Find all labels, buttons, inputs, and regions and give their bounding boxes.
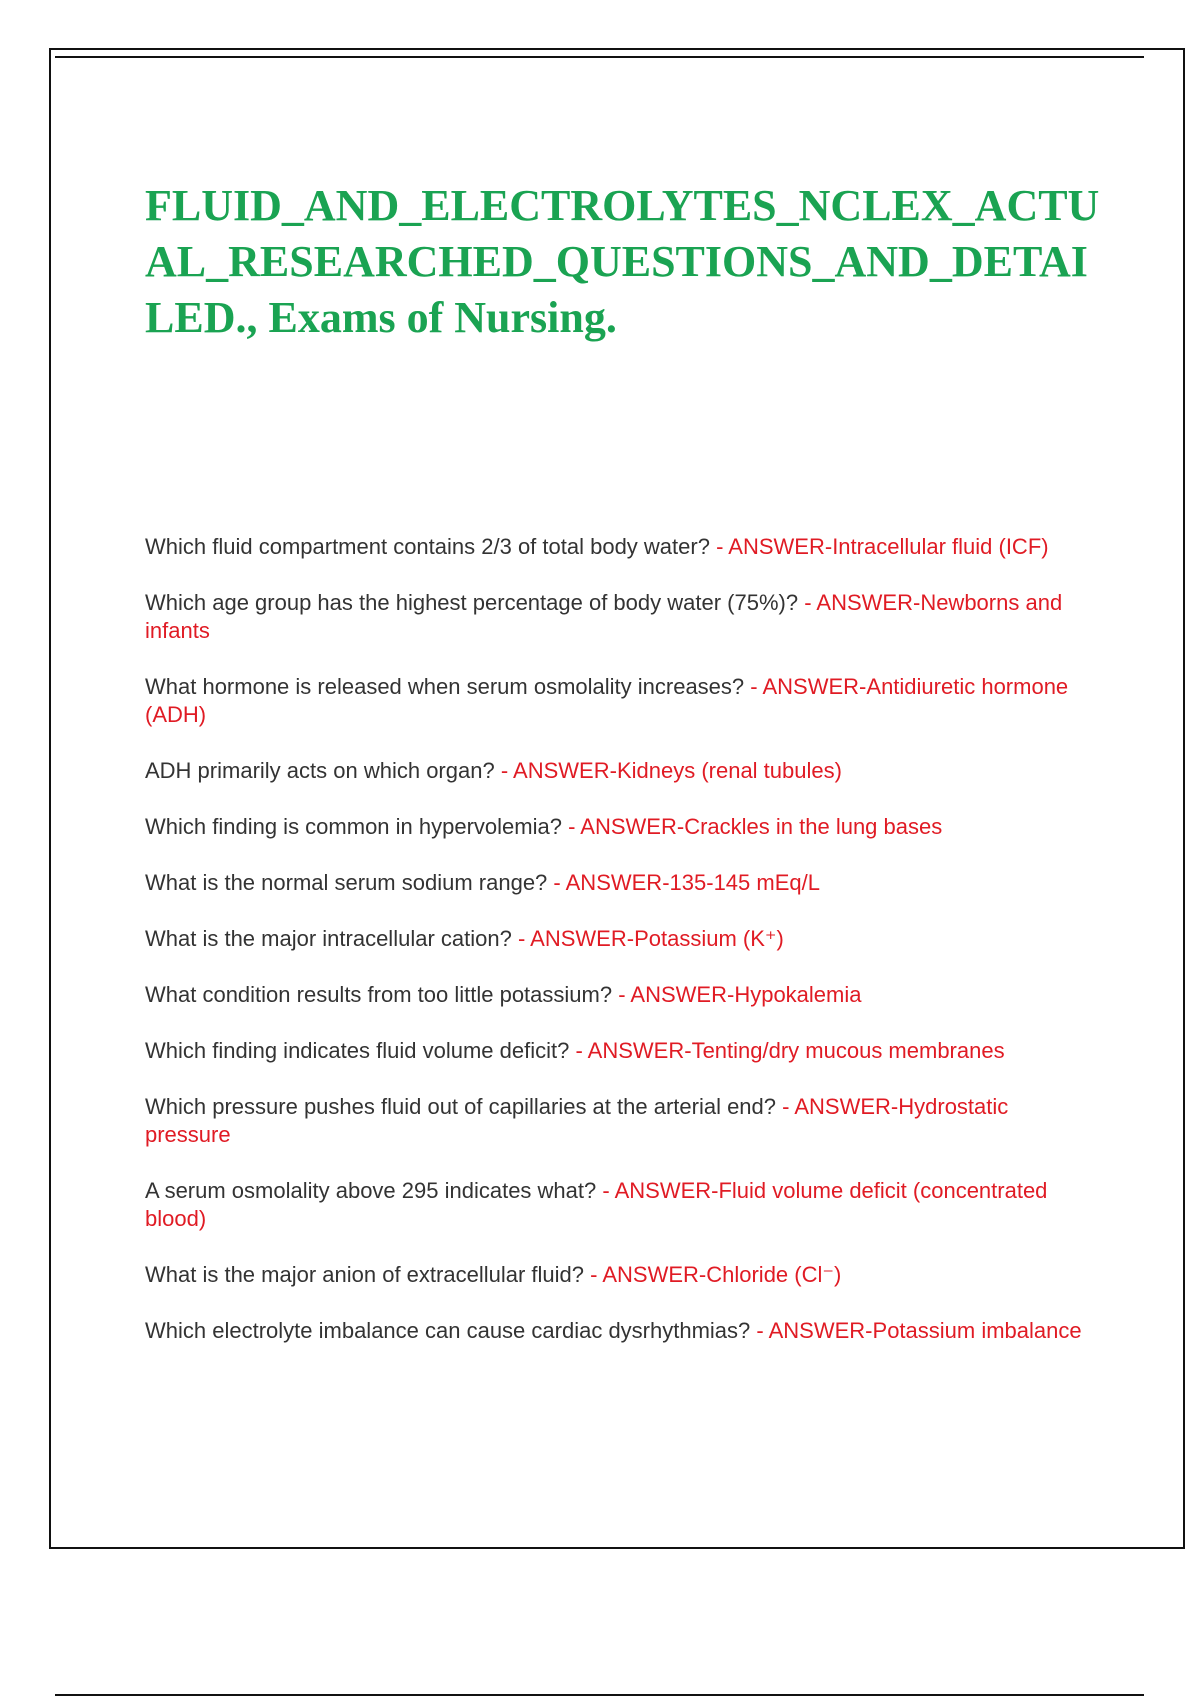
question-text: What hormone is released when serum osmolality increases? bbox=[145, 674, 745, 699]
qa-item-7 bbox=[145, 925, 1090, 953]
question-text: What is the major anion of extracellular fluid? bbox=[145, 1262, 584, 1287]
qa-item-8 bbox=[145, 981, 1090, 1009]
answer-text: Hydrostatic pressure bbox=[145, 1094, 1009, 1147]
qa-item-5 bbox=[145, 813, 1090, 841]
answer-prefix: - ANSWER- bbox=[511, 926, 635, 951]
qa-item-12 bbox=[145, 1261, 1090, 1289]
answer-text: Newborns and infants bbox=[145, 590, 1063, 643]
question-text: What is the normal serum sodium range? bbox=[145, 870, 548, 895]
answer-text: Antidiuretic hormone (ADH) bbox=[145, 674, 1069, 727]
question-text: Which age group has the highest percentage of body water (75%)? bbox=[145, 590, 799, 615]
answer-text: Tenting/dry mucous membranes bbox=[691, 1038, 1005, 1063]
answer-prefix: - ANSWER- bbox=[612, 982, 735, 1007]
qa-item-10 bbox=[145, 1093, 1090, 1149]
answer-text: Crackles in the lung bases bbox=[684, 814, 943, 839]
question-text: Which finding indicates fluid volume deficit? bbox=[145, 1038, 570, 1063]
answer-prefix: - ANSWER- bbox=[750, 1318, 873, 1343]
question-text: Which finding is common in hypervolemia? bbox=[145, 814, 562, 839]
answer-prefix: - ANSWER- bbox=[798, 590, 921, 615]
question-text: A serum osmolality above 295 indicates what? bbox=[145, 1178, 597, 1203]
answer-text: Fluid volume deficit (concentrated blood) bbox=[145, 1178, 1048, 1231]
answer-text: Intracellular fluid (ICF) bbox=[832, 534, 1049, 559]
qa-item-6 bbox=[145, 869, 1090, 897]
qa-item-2 bbox=[145, 589, 1090, 645]
answer-prefix: - ANSWER- bbox=[584, 1262, 707, 1287]
qa-item-3 bbox=[145, 673, 1090, 729]
qa-item-9 bbox=[145, 1037, 1090, 1065]
qa-item-1 bbox=[145, 533, 1090, 561]
question-text: Which fluid compartment contains 2/3 of total body water? bbox=[145, 534, 710, 559]
answer-prefix: - ANSWER- bbox=[596, 1178, 719, 1203]
question-text: ADH primarily acts on which organ? bbox=[145, 758, 495, 783]
answer-prefix: - ANSWER- bbox=[776, 1094, 899, 1119]
answer-prefix: - ANSWER- bbox=[547, 870, 670, 895]
qa-item-13 bbox=[145, 1317, 1090, 1345]
answer-prefix: - ANSWER- bbox=[561, 814, 685, 839]
answer-text: 135-145 mEq/L bbox=[669, 870, 820, 895]
document-title: FLUID_AND_ELECTROLYTES_NCLEX_ACTUAL_RESEARCHED_QUESTIONS_AND_DETAILED., Exams of Nursing. bbox=[145, 181, 1100, 342]
qa-list bbox=[145, 533, 1090, 1373]
qa-item-11 bbox=[145, 1177, 1090, 1233]
answer-prefix: - ANSWER- bbox=[744, 674, 867, 699]
answer-prefix: - ANSWER- bbox=[569, 1038, 692, 1063]
question-text: Which electrolyte imbalance can cause cardiac dysrhythmias? bbox=[145, 1318, 751, 1343]
qa-item-4 bbox=[145, 757, 1090, 785]
answer-text: Potassium imbalance bbox=[872, 1318, 1082, 1343]
answer-text: Chloride (Cl⁻) bbox=[706, 1262, 842, 1287]
answer-prefix: - ANSWER- bbox=[494, 758, 617, 783]
top-rule bbox=[55, 56, 1144, 58]
answer-text: Potassium (K⁺) bbox=[634, 926, 784, 951]
question-text: What condition results from too little potassium? bbox=[145, 982, 613, 1007]
answer-prefix: - ANSWER- bbox=[709, 534, 833, 559]
answer-text: Kidneys (renal tubules) bbox=[616, 758, 842, 783]
question-text: Which pressure pushes fluid out of capillaries at the arterial end? bbox=[145, 1094, 777, 1119]
bottom-rule bbox=[55, 1694, 1144, 1696]
answer-text: Hypokalemia bbox=[734, 982, 862, 1007]
question-text: What is the major intracellular cation? bbox=[145, 926, 512, 951]
